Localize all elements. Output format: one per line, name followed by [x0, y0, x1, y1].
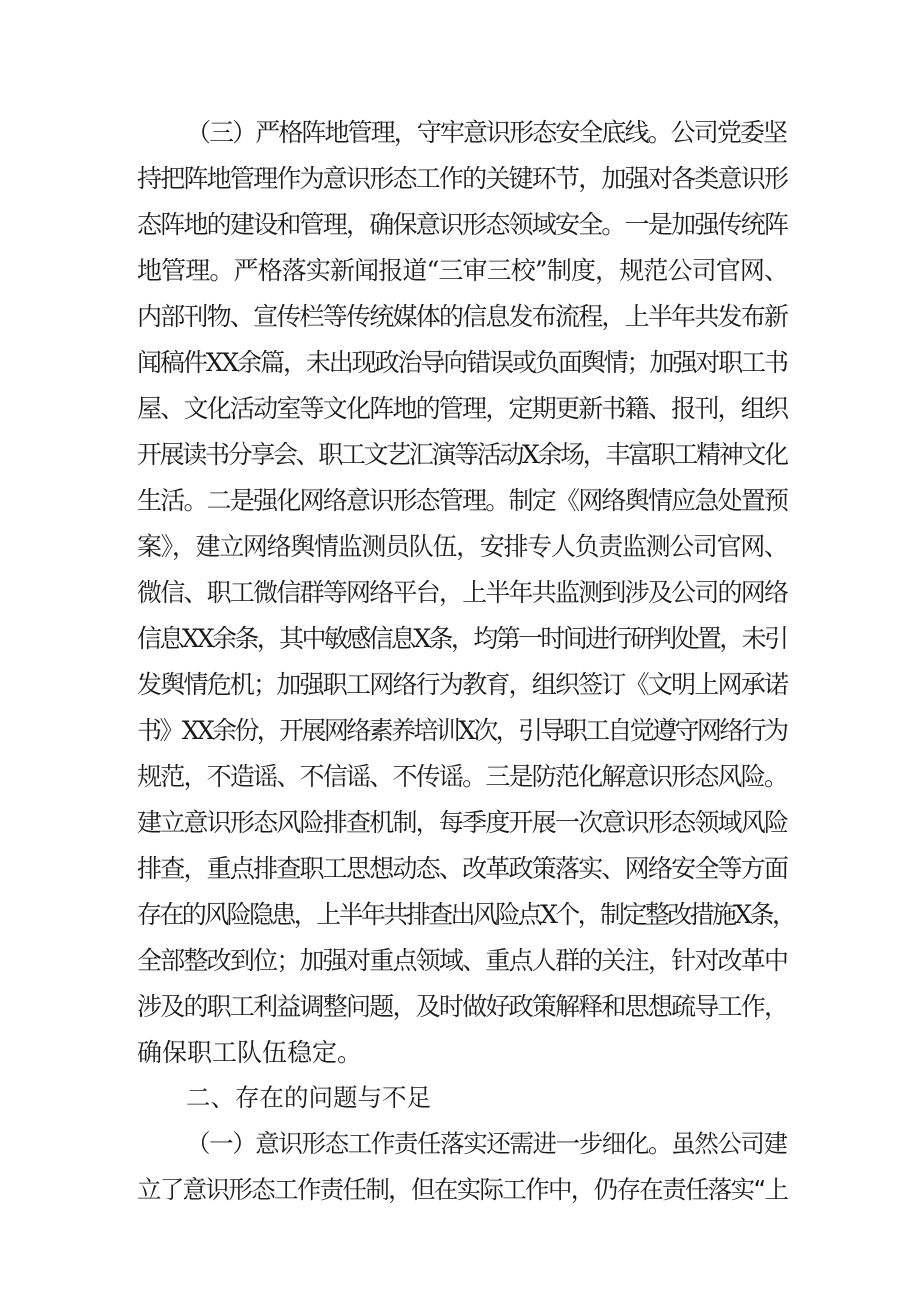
text-line: 屋、文化活动室等文化阵地的管理，定期更新书籍、报刊，组织 [137, 394, 788, 423]
text-line: 案》，建立网络舆情监测员队伍，安排专人负责监测公司官网、 [137, 532, 788, 561]
text-line: 开展读书分享会、职工文艺汇演等活动X余场，丰富职工精神文化 [137, 440, 787, 469]
text-line: 信息XX余条，其中敏感信息X条，均第一时间进行研判处置，未引 [137, 624, 787, 653]
text-line: 立了意识形态工作责任制，但在实际工作中，仍存在责任落实“上 [137, 1175, 788, 1204]
text-line: 排查，重点排查职工思想动态、改革政策落实、网络安全等方面 [137, 854, 788, 883]
text-line: 闻稿件XX余篇，未出现政治导向错误或负面舆情；加强对职工书 [137, 348, 787, 377]
section-heading: 二、存在的问题与不足 [186, 1083, 431, 1112]
text-line: 微信、职工微信群等网络平台，上半年共监测到涉及公司的网络 [137, 578, 788, 607]
text-line: 书》XX余份，开展网络素养培训X次，引导职工自觉遵守网络行为 [137, 716, 787, 745]
text-line: （一）意识形态工作责任落实还需进一步细化。虽然公司建 [186, 1129, 787, 1158]
text-line: 内部刊物、宣传栏等传统媒体的信息发布流程，上半年共发布新 [137, 302, 788, 331]
text-line: 发舆情危机；加强职工网络行为教育，组织签订《文明上网承诺 [137, 670, 788, 699]
text-line: 全部整改到位；加强对重点领域、重点人群的关注，针对改革中 [137, 946, 788, 975]
text-line: 规范，不造谣、不信谣、不传谣。三是防范化解意识形态风险。 [137, 762, 788, 791]
text-line: 建立意识形态风险排查机制，每季度开展一次意识形态领域风险 [137, 808, 788, 837]
text-line: 生活。二是强化网络意识形态管理。制定《网络舆情应急处置预 [137, 486, 788, 515]
text-line: 持把阵地管理作为意识形态工作的关键环节，加强对各类意识形 [137, 164, 788, 193]
text-line: 确保职工队伍稳定。 [137, 1038, 363, 1067]
text-line: （三）严格阵地管理，守牢意识形态安全底线。公司党委坚 [186, 118, 787, 147]
text-line: 涉及的职工利益调整问题，及时做好政策解释和思想疏导工作， [137, 992, 788, 1021]
text-line: 存在的风险隐患，上半年共排查出风险点X个，制定整改措施X条， [137, 900, 795, 929]
text-line: 地管理。严格落实新闻报道“三审三校”制度，规范公司官网、 [137, 256, 789, 285]
text-line: 态阵地的建设和管理，确保意识形态领域安全。一是加强传统阵 [137, 210, 788, 239]
